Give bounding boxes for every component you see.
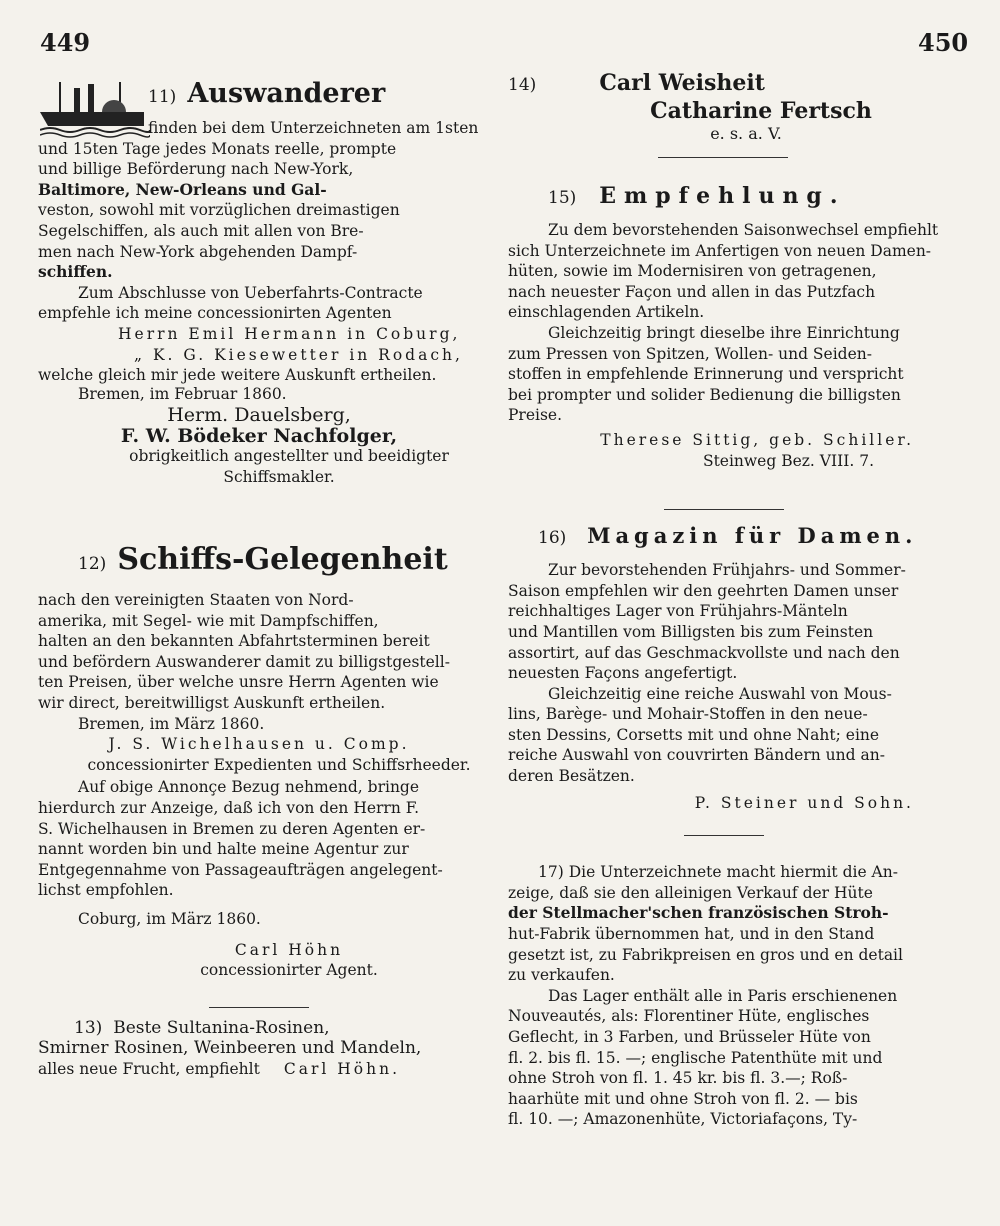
ad-11-line: veston, sowohl mit vorzüglichen dreimastigen	[38, 201, 400, 220]
ad-16-line: Saison empfehlen wir den geehrten Damen unser	[508, 581, 899, 600]
ad-11-line: Baltimore, New-Orleans und Gal-	[38, 179, 327, 199]
ad-11-line: schiffen.	[38, 262, 113, 282]
ad-11-para2-line: welche gleich mir jede weitere Auskunft ertheilen.	[38, 366, 437, 385]
ad-17-line: der Stellmacher'schen französischen Stroh-	[508, 903, 889, 923]
ad-15-para2-line: stoffen in empfehlende Erinnerung und verspricht	[508, 365, 904, 384]
ad-16-para2-line: reiche Auswahl von couvrirten Bändern und an-	[508, 746, 885, 765]
ad-15-line: nach neuester Façon und allen in das Putzfach	[508, 282, 876, 301]
ad-17-para2-line: fl. 2. bis fl. 15. —; englische Patenthüte mit und	[508, 1048, 883, 1067]
ad-11-signature-2: F. W. Bödeker Nachfolger,	[120, 424, 398, 447]
ad-17-para2-line: Das Lager enthält alle in Paris erschienenen	[548, 986, 898, 1005]
ad-11-heading: Auswanderer	[187, 78, 386, 109]
ad-16-line: und Mantillen vom Billigsten bis zum Feinsten	[508, 622, 874, 641]
ad-17-para2-line: Nouveautés, als: Florentiner Hüte, englisches	[508, 1007, 870, 1026]
ad-15-line: Zu dem bevorstehenden Saisonwechsel empfiehlt	[548, 221, 939, 239]
ad-17-line: 17) Die Unterzeichnete macht hiermit die An-	[538, 863, 898, 882]
divider	[664, 509, 784, 510]
ad-12-signature-2: concessionirter Expedienten und Schiffsrheeder.	[87, 755, 471, 774]
ad-12-number: 12)	[78, 554, 107, 574]
ad-11-para2-line: empfehle ich meine concessionirten Agenten	[38, 304, 392, 323]
ad-17-para2-line: fl. 10. —; Amazonenhüte, Victoriafaçons, Ty-	[508, 1110, 858, 1129]
ad-15-para2-line: bei prompter und solider Bedienung die billigsten	[508, 385, 901, 404]
ad-15-line: einschlagenden Artikeln.	[508, 303, 705, 322]
ad-13-signature: Carl Höhn.	[283, 1060, 400, 1079]
ad-13	[38, 1018, 480, 1080]
ad-11-line: Segelschiffen, als auch mit allen von Bre-	[38, 221, 364, 240]
ad-16-line: Zur bevorstehenden Frühjahrs- und Sommer-	[548, 561, 906, 580]
ad-12-heading: Schiffs-Gelegenheit	[117, 542, 448, 577]
ad-17-para2-line: Geflecht, in 3 Farben, und Brüsseler Hüte von	[508, 1028, 871, 1046]
ad-15-para2-line: zum Pressen von Spitzen, Wollen- und Seiden-	[508, 344, 873, 363]
ad-13-line: alles neue Frucht, empfiehlt	[38, 1059, 260, 1078]
ad-13-line: Smirner Rosinen, Weinbeeren und Mandeln,	[38, 1038, 422, 1059]
ad-15-number: 15)	[548, 188, 577, 208]
ad-11-para2-line: Herrn Emil Hermann in Coburg,	[118, 324, 461, 343]
divider	[684, 835, 764, 836]
ad-11-line: finden bei dem Unterzeichneten am 1sten	[148, 119, 479, 137]
ad-12-place-date-2: Coburg, im März 1860.	[78, 909, 261, 928]
ad-16-para2-line: lins, Barège- und Mohair-Stoffen in den neue-	[508, 705, 868, 724]
page-number-right: 450	[918, 28, 969, 57]
ad-11	[38, 70, 480, 384]
ad-12-signature-4: concessionirter Agent.	[200, 961, 378, 980]
ad-17-line: zeige, daß sie den alleinigen Verkauf der Hüte	[508, 883, 873, 902]
ad-13-line-first	[38, 1018, 480, 1039]
ad-15-line: hüten, sowie im Modernisiren von getragenen,	[508, 262, 877, 281]
left-column	[38, 70, 480, 1080]
ad-15-signature-1: Therese Sittig, geb. Schiller.	[600, 430, 914, 449]
ad-16-para2-line: sten Dessins, Corsetts mit und ohne Naht; eine	[508, 725, 880, 744]
page-number-left: 449	[40, 28, 91, 57]
ad-16-line: neuesten Façons angefertigt.	[508, 664, 738, 683]
ad-12-para2-line: Auf obige Annonçe Bezug nehmend, bringe	[78, 778, 420, 797]
ad-13-number: 13)	[74, 1017, 103, 1038]
ad-11-line: men nach New-York abgehenden Dampf-	[38, 242, 358, 261]
ad-12-line: amerika, mit Segel- wie mit Dampfschiffen,	[38, 611, 379, 630]
ad-15-para2-line: Preise.	[508, 406, 563, 425]
ad-12-place-date: Bremen, im März 1860.	[78, 714, 265, 733]
ad-16-para2-line: Gleichzeitig eine reiche Auswahl von Mous-	[548, 684, 892, 703]
ad-15-heading: Empfehlung.	[599, 183, 846, 209]
ad-11-signature-1: Herm. Dauelsberg,	[167, 403, 351, 426]
ad-12-para2-line: hierdurch zur Anzeige, daß ich von den Herrn F.	[38, 798, 420, 817]
ad-12-para2-line: Entgegennahme von Passageaufträgen angelegent-	[38, 860, 443, 879]
ad-17-para2-line: ohne Stroh von fl. 1. 45 kr. bis fl. 3.—; Roß-	[508, 1069, 848, 1088]
ad-13-line: Beste Sultanina-Rosinen,	[113, 1017, 330, 1038]
ad-14-name-1: Carl Weisheit	[599, 70, 765, 96]
right-column	[508, 70, 954, 1130]
ad-11-footer	[38, 384, 480, 496]
ad-12-line: nach den vereinigten Staaten von Nord-	[38, 591, 354, 609]
steamship-icon	[40, 80, 150, 138]
ad-11-para2-line: Zum Abschlusse von Ueberfahrts-Contracte	[78, 283, 423, 302]
ad-15	[508, 183, 954, 471]
ad-12-para2-line: S. Wichelhausen in Bremen zu deren Agenten er-	[38, 819, 426, 838]
ad-11-para2-line: „ K. G. Kiesewetter in Rodach,	[134, 345, 463, 364]
ad-14	[508, 70, 954, 186]
ad-12-signature-3: Carl Höhn	[234, 940, 344, 959]
ad-16-signature: P. Steiner und Sohn.	[694, 793, 914, 812]
ad-16-heading: Magazin für Damen.	[587, 523, 918, 549]
ad-12-line: ten Preisen, über welche unsre Herrn Agenten wie	[38, 673, 439, 692]
ad-11-signature-4: Schiffsmakler.	[223, 467, 335, 486]
ad-16-line: reichhaltiges Lager von Frühjahrs-Mänteln	[508, 602, 848, 621]
ad-11-place-date: Bremen, im Februar 1860.	[78, 385, 287, 403]
ad-12-signature-1: J. S. Wichelhausen u. Comp.	[108, 735, 410, 754]
ad-17-line: hut-Fabrik übernommen hat, und in den Stand	[508, 925, 875, 944]
ad-11-line: und billige Beförderung nach New-York,	[38, 160, 354, 179]
ad-12-line: wir direct, bereitwilligst Auskunft ertheilen.	[38, 693, 386, 712]
ad-11-signature-3: obrigkeitlich angestellter und beeidigter	[129, 447, 449, 466]
ad-16	[508, 523, 954, 813]
ad-17-para2-line: haarhüte mit und ohne Stroh von fl. 2. — bis	[508, 1089, 858, 1108]
ad-15-para2-line: Gleichzeitig bringt dieselbe ihre Einrichtung	[548, 323, 900, 342]
ad-15-line: sich Unterzeichnete im Anfertigen von neuen Damen-	[508, 241, 932, 260]
ad-16-line: assortirt, auf das Geschmackvollste und nach den	[508, 643, 900, 662]
ad-12	[38, 542, 480, 981]
ad-17-line: gesetzt ist, zu Fabrikpreisen en gros und en detail	[508, 945, 903, 964]
divider	[209, 1007, 309, 1008]
ad-12-para2-line: lichst empfohlen.	[38, 881, 174, 900]
ad-17-line: zu verkaufen.	[508, 966, 615, 985]
ad-16-number: 16)	[538, 528, 567, 549]
ad-14-name-2: Catharine Fertsch	[650, 98, 872, 124]
ad-12-line: halten an den bekannten Abfahrtsterminen bereit	[38, 632, 430, 651]
ad-17	[508, 862, 954, 1130]
ad-12-para2-line: nannt worden bin und halte meine Agentur zur	[38, 840, 409, 859]
ad-15-signature-2: Steinweg Bez. VIII. 7.	[702, 451, 874, 470]
ad-14-note: e. s. a. V.	[710, 124, 782, 143]
ad-12-line: und befördern Auswanderer damit zu billigstgestell-	[38, 652, 450, 671]
ad-16-para2-line: deren Besätzen.	[508, 767, 635, 786]
ad-14-number: 14)	[508, 75, 537, 95]
divider	[658, 157, 788, 158]
ad-11-line: und 15ten Tage jedes Monats reelle, prompte	[38, 139, 397, 158]
ad-11-number: 11)	[148, 87, 177, 107]
